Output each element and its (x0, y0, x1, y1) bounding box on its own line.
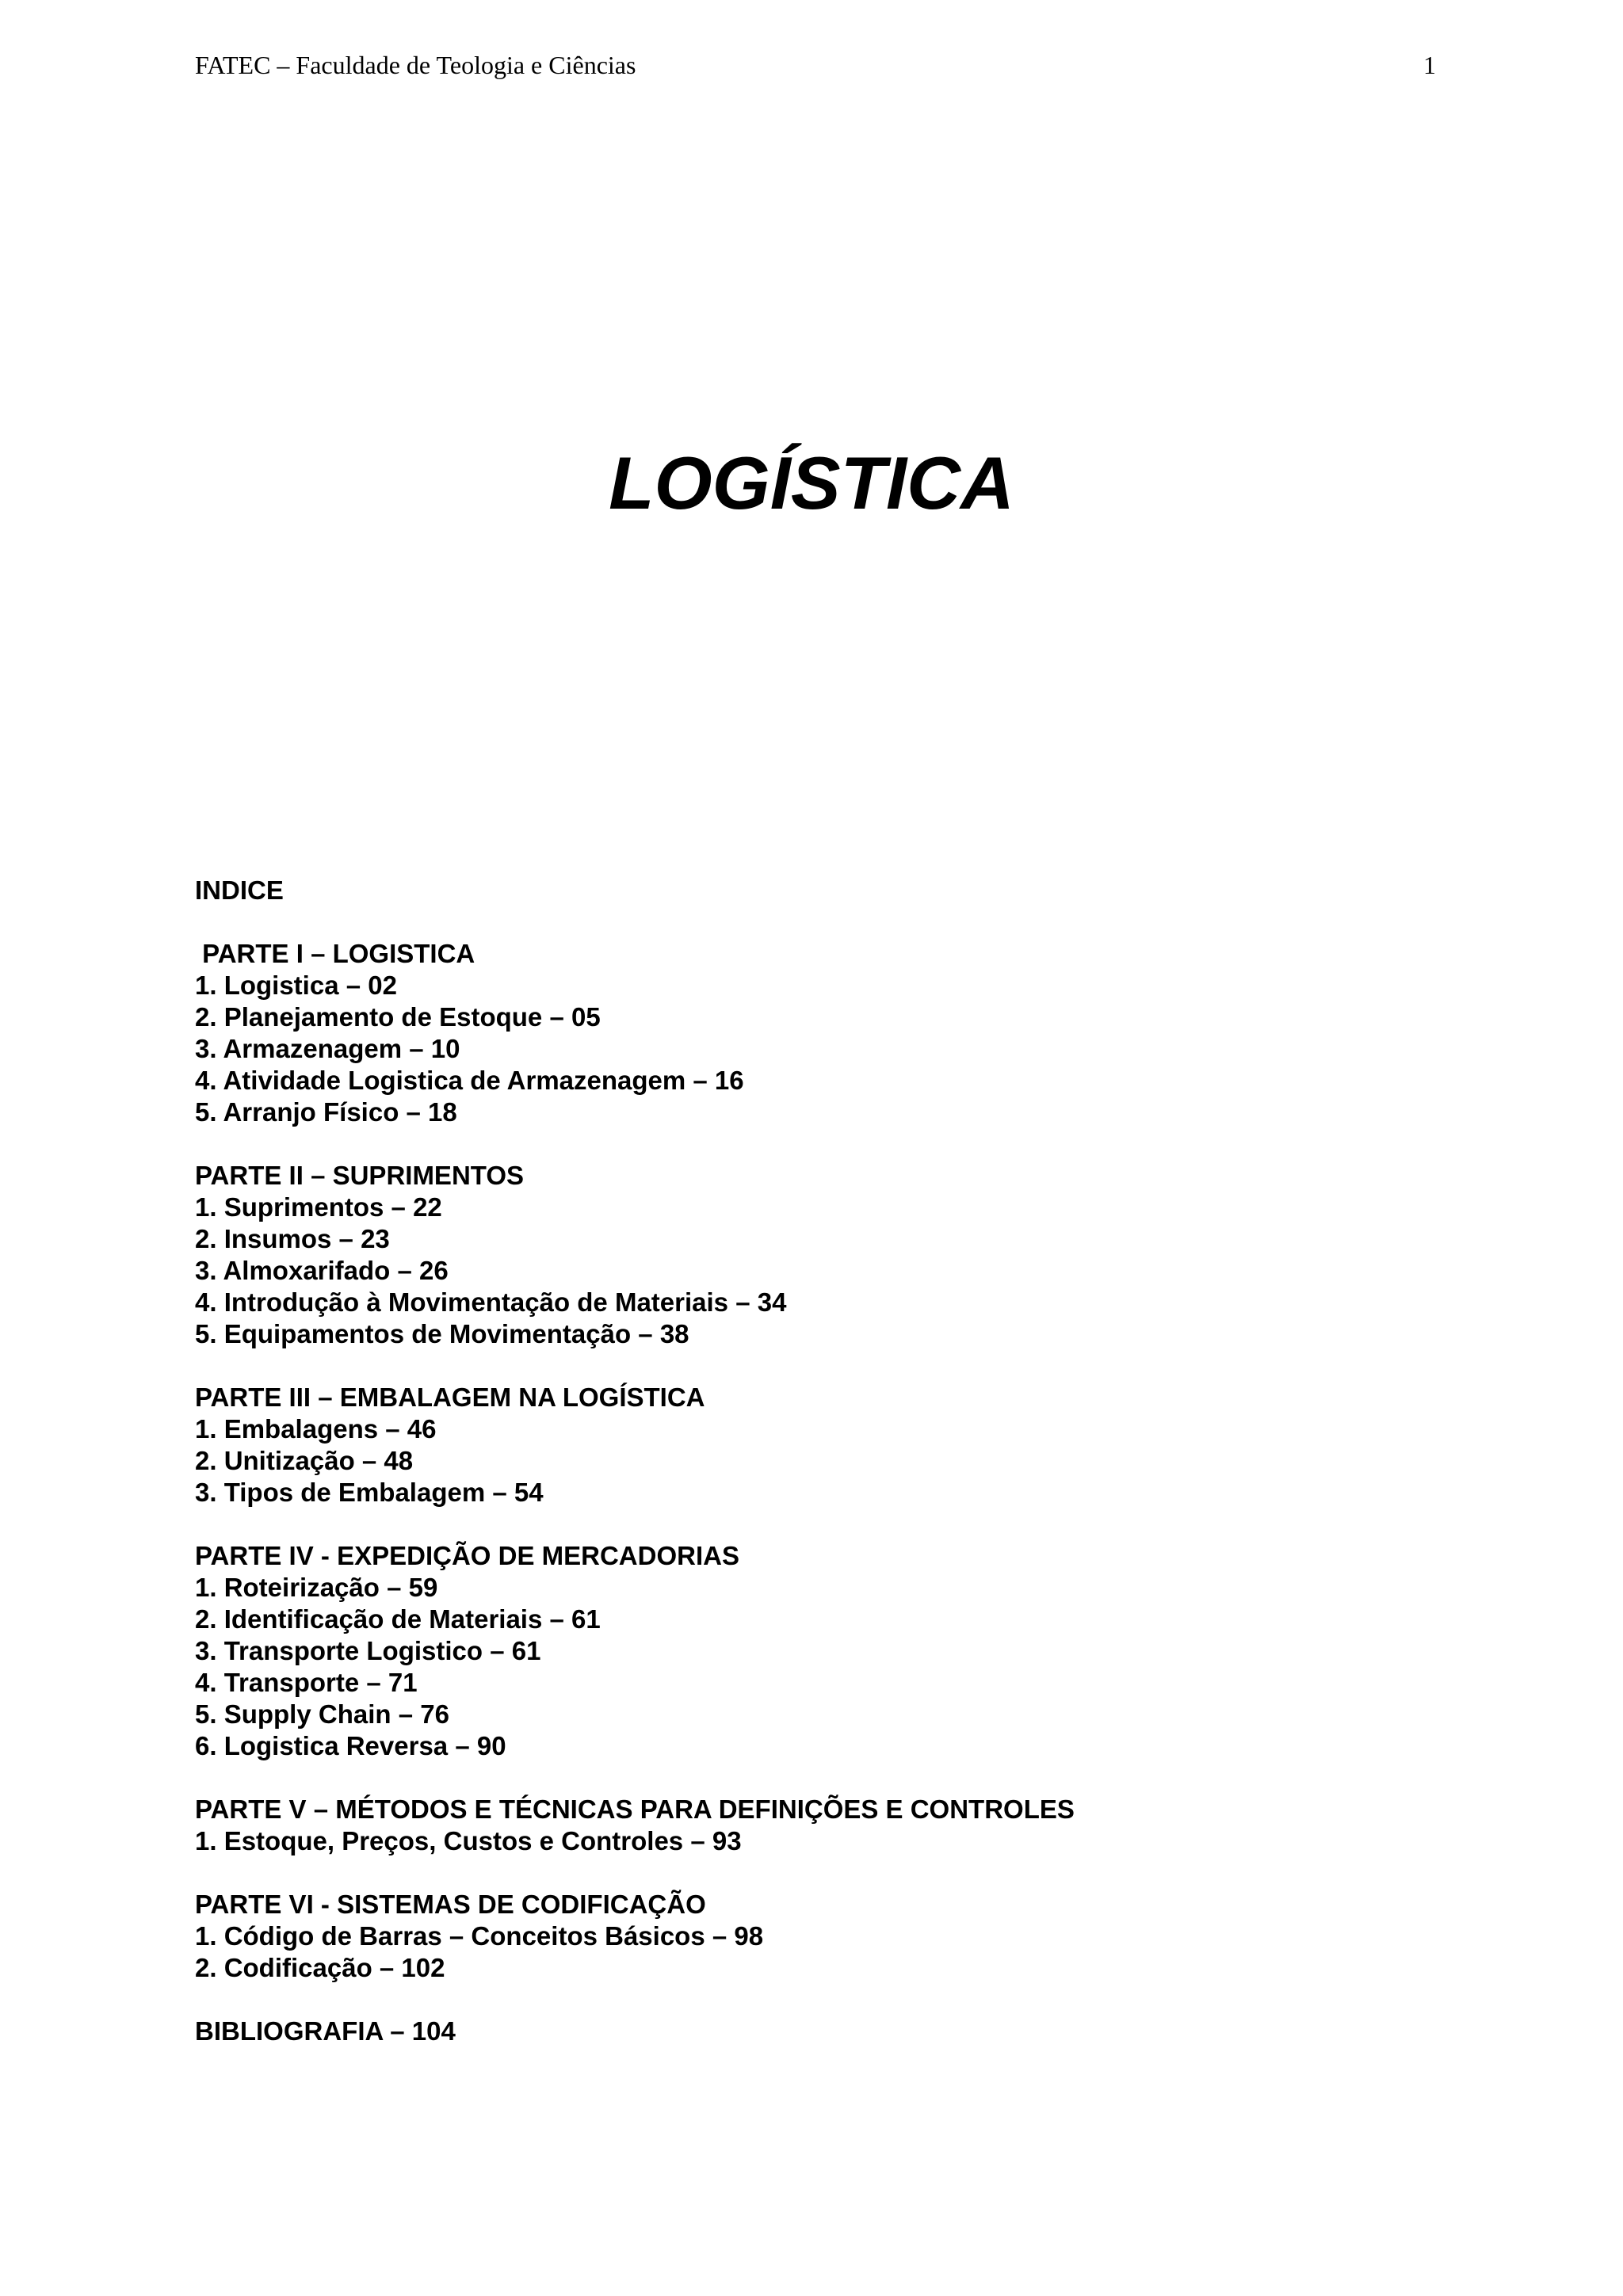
toc-item: 2. Identificação de Materiais – 61 (195, 1604, 601, 1634)
toc-section-title: PARTE IV - EXPEDIÇÃO DE MERCADORIAS (195, 1541, 739, 1570)
toc-item: 4. Atividade Logistica de Armazenagem – 16 (195, 1066, 744, 1095)
toc-item: 5. Equipamentos de Movimentação – 38 (195, 1319, 689, 1348)
toc-bibliography: BIBLIOGRAFIA – 104 (195, 2016, 456, 2046)
header-institution: FATEC – Faculdade de Teologia e Ciências (195, 51, 636, 79)
toc-section-parte-iii (195, 1382, 1463, 1508)
toc-item: 5. Supply Chain – 76 (195, 1699, 449, 1729)
toc-item: 2. Codificação – 102 (195, 1953, 445, 1982)
toc-item: 1. Logistica – 02 (195, 971, 397, 1000)
page-header (195, 48, 1436, 82)
toc-section-title: PARTE III – EMBALAGEM NA LOGÍSTICA (195, 1383, 705, 1412)
toc-item: 3. Armazenagem – 10 (195, 1034, 460, 1063)
toc-heading: INDICE (195, 875, 284, 905)
toc-section-title: PARTE II – SUPRIMENTOS (195, 1161, 525, 1190)
toc-item: 2. Planejamento de Estoque – 05 (195, 1002, 601, 1032)
toc-item: 4. Transporte – 71 (195, 1668, 418, 1697)
toc-item: 1. Roteirização – 59 (195, 1573, 438, 1602)
toc-item: 5. Arranjo Físico – 18 (195, 1097, 457, 1127)
toc-item: 3. Transporte Logistico – 61 (195, 1636, 541, 1665)
toc-section-title: PARTE VI - SISTEMAS DE CODIFICAÇÃO (195, 1890, 706, 1919)
toc-section-parte-vi (195, 1889, 1463, 1984)
toc-item: 3. Almoxarifado – 26 (195, 1256, 449, 1285)
toc-item: 2. Unitização – 48 (195, 1446, 414, 1475)
toc-item: 6. Logistica Reversa – 90 (195, 1731, 506, 1760)
toc-section-parte-iv (195, 1540, 1463, 1762)
toc-section-parte-v (195, 1794, 1463, 1857)
table-of-contents (195, 875, 1463, 2047)
document-title: LOGÍSTICA (609, 441, 1014, 524)
toc-section-title: PARTE V – MÉTODOS E TÉCNICAS PARA DEFINIÇÕES E CONTROLES (195, 1794, 1075, 1824)
toc-item: 4. Introdução à Movimentação de Materiais – 34 (195, 1287, 787, 1317)
toc-item: 2. Insumos – 23 (195, 1224, 390, 1253)
toc-section-parte-i (195, 938, 1463, 1128)
toc-item: 1. Embalagens – 46 (195, 1414, 437, 1444)
toc-item: 3. Tipos de Embalagem – 54 (195, 1478, 544, 1507)
toc-section-title: PARTE I – LOGISTICA (195, 939, 475, 968)
toc-item: 1. Estoque, Preços, Custos e Controles – 93 (195, 1826, 742, 1855)
toc-item: 1. Código de Barras – Conceitos Básicos – 98 (195, 1921, 764, 1951)
toc-section-parte-ii (195, 1160, 1463, 1350)
header-page-number: 1 (1423, 51, 1436, 79)
toc-item: 1. Suprimentos – 22 (195, 1192, 442, 1222)
